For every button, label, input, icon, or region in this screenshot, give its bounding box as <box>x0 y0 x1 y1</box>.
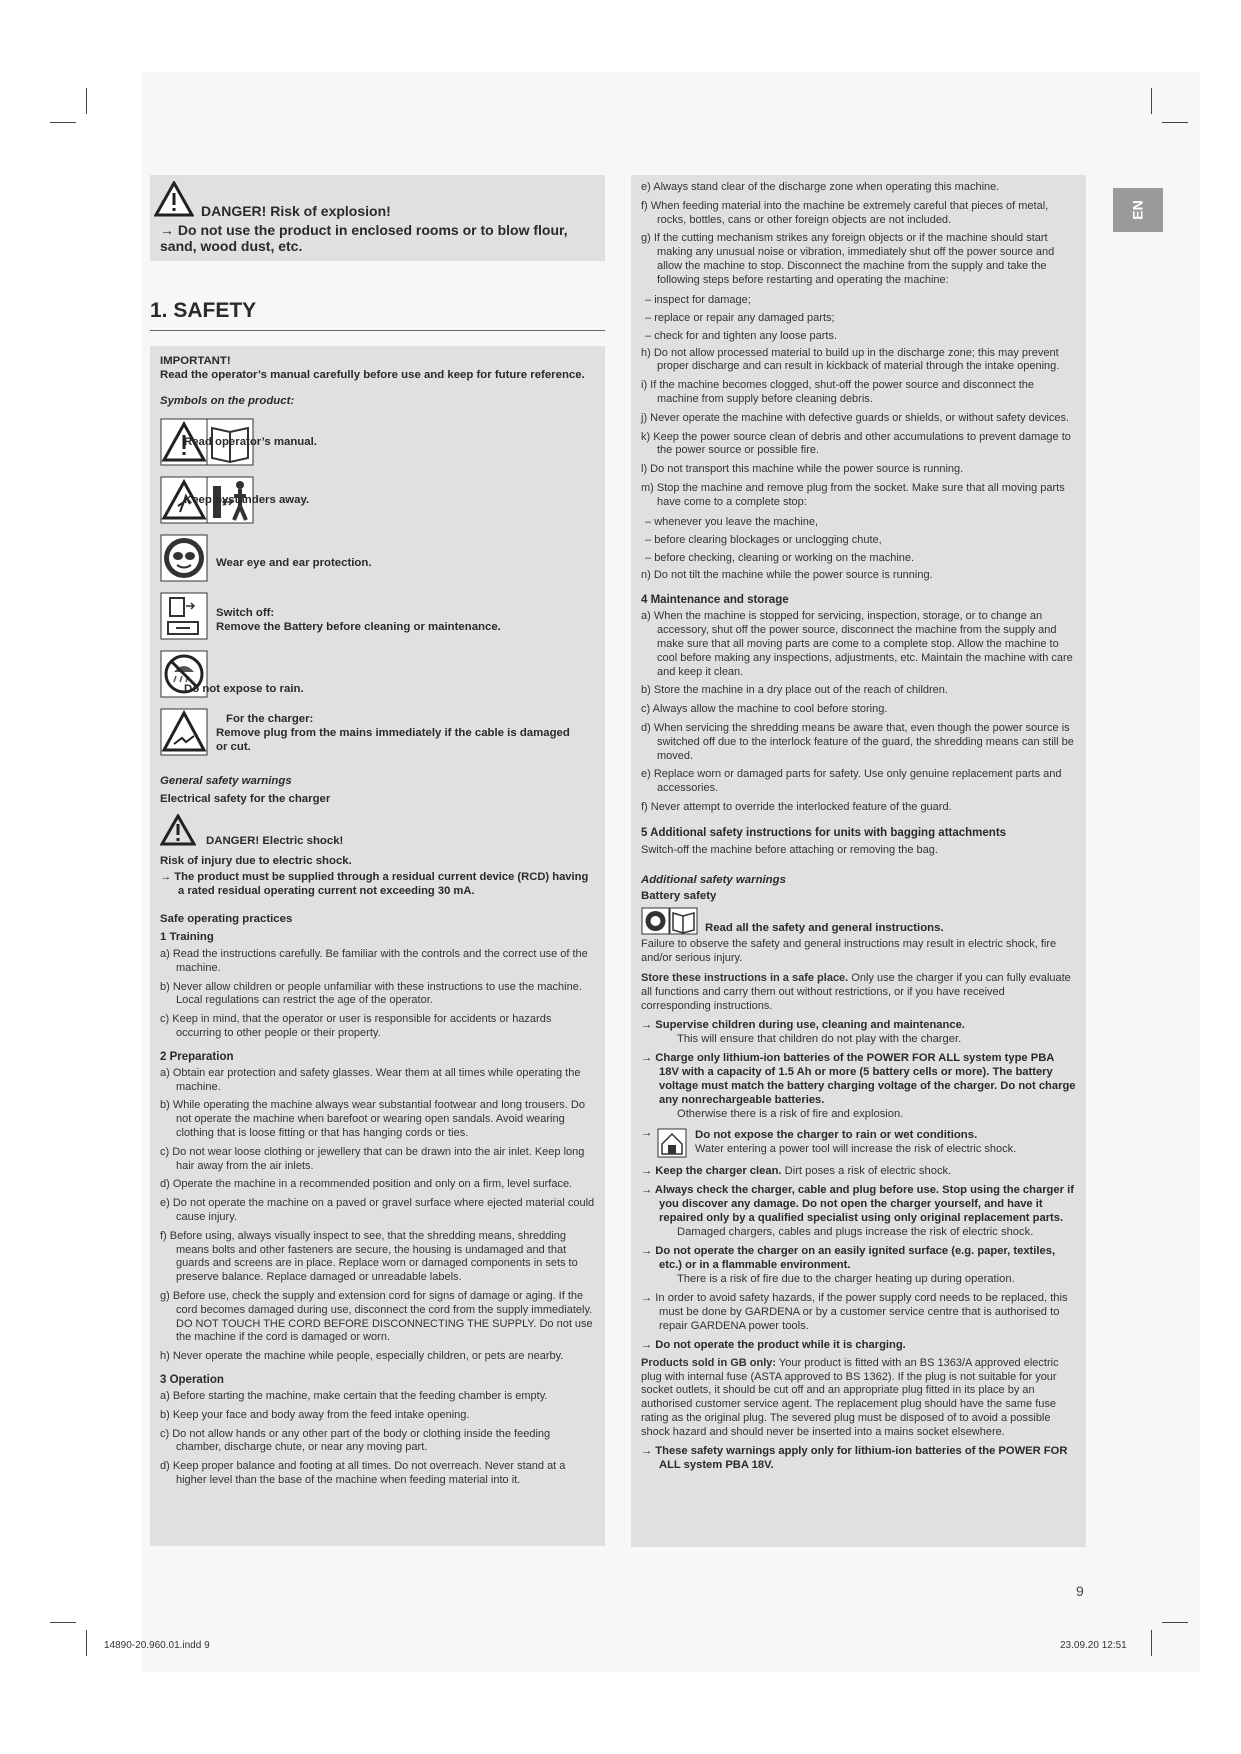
eye-ear-protection-icon <box>160 534 208 582</box>
explosion-danger-text: → Do not use the product in enclosed rooms or to blow flour, sand, wood dust, etc. <box>160 222 568 254</box>
important-text: Read the operator’s manual carefully before use and keep for future reference. <box>160 369 585 381</box>
general-safety-heading: General safety warnings <box>160 775 292 787</box>
list-item: f) Before using, always visually inspect to see, that the shredding means, shredding means bolts and other fasteners are secure, the housing is undamaged and that guards and screens are in place. Replace worn or damaged components in sets to preserve balance. Replace damaged or unreadable labels. <box>160 1229 578 1284</box>
list-item: b) Store the machine in a dry place out of the reach of children. <box>641 684 948 697</box>
dash-item: – replace or repair any damaged parts; <box>645 311 835 324</box>
list-item: l) Do not transport this machine while the power source is running. <box>641 463 964 476</box>
list-item: m) Stop the machine and remove plug from the socket. Make sure that all moving parts have come to a complete stop: <box>641 481 1065 508</box>
list-item: g) If the cutting mechanism strikes any foreign objects or if the machine should start making any unusual noise or vibration, immediately shut off the power source and allow the machine to stop. Disconnect the machine from the supply and take the following steps before restarting and operating the machine: <box>641 232 1055 286</box>
warning-triangle-icon <box>160 814 196 846</box>
dash-item: – check for and tighten any loose parts. <box>645 329 838 342</box>
list-item: f) When feeding material into the machine be extremely careful that pieces of metal, rocks, bottles, cans or other foreign objects are not included. <box>641 199 1049 226</box>
switch-off-icon <box>160 592 208 640</box>
operation-heading: 3 Operation <box>160 1373 224 1386</box>
list-item: j) Never operate the machine with defective guards or shields, or without safety devices. <box>641 411 1069 424</box>
dash-item: – inspect for damage; <box>645 293 751 306</box>
shock-risk: Risk of injury due to electric shock. <box>160 855 352 867</box>
gb-products-text: Products sold in GB only: Your product is fitted with an BS 1363/A approved electric plug with internal fuse (ASTA approved to BS 1362). If the plug is not suitable for your socket outlets, it should be cut off and an appropriate plug fitted in its place by an authorised customer service agent. The replacement plug should have the same fuse rating as the original plug. The severed plug must be disposed of to avoid a possible shock hazard and should never be inserted into a mains socket elsewhere. <box>641 1356 1059 1438</box>
list-item: k) Keep the power source clean of debris and other accumulations to prevent damage to the power source or possible fire. <box>641 430 1071 457</box>
arrow-item: → Always check the charger, cable and plug before use. Stop using the charger if you discover any damage. Do not open the charger yourself, and have it repaired only by a qualified specialist using only original replacement parts. Damaged chargers, cables and plugs increase the risk of electric shock. <box>641 1183 1074 1238</box>
list-item: h) Never operate the machine while people, especially children, or pets are nearby. <box>160 1350 564 1363</box>
shock-danger <box>160 814 595 850</box>
left-column <box>150 346 605 1546</box>
operation-list <box>160 1390 595 1488</box>
important-label: IMPORTANT! <box>160 355 231 367</box>
symbol-text: Do not expose to rain. <box>184 683 304 695</box>
list-item: c) Always allow the machine to cool before storing. <box>641 703 888 716</box>
list-item: b) While operating the machine always wear substantial footwear and long trousers. Do not operate the machine when barefoot or wearing open sandals. Avoid wearing clothing that is loose fitting or that has hanging cords or ties. <box>160 1099 585 1139</box>
crop-mark <box>1162 122 1188 123</box>
arrow-item: → Supervise children during use, cleaning and maintenance. This will ensure that children do not play with the charger. <box>641 1018 965 1045</box>
footer-date: 23.09.20 12:51 <box>1060 1640 1127 1651</box>
electrical-safety-heading: Electrical safety for the charger <box>160 793 331 805</box>
arrow-item: → Keep the charger clean. Dirt poses a risk of electric shock. <box>641 1164 952 1177</box>
symbol-switch-off <box>160 592 595 646</box>
warning-triangle-icon <box>154 181 194 217</box>
bagging-text: Switch-off the machine before attaching or removing the bag. <box>641 843 938 856</box>
list-item: a) Obtain ear protection and safety glasses. Wear them at all times while operating the machine. <box>160 1066 581 1093</box>
read-all-text: Read all the safety and general instructions. <box>705 921 944 934</box>
preparation-list <box>160 1067 595 1364</box>
language-tab: EN <box>1113 188 1163 232</box>
battery-safety-heading: Battery safety <box>641 889 717 902</box>
arrow-glyph: → <box>641 1126 653 1139</box>
list-item: a) When the machine is stopped for servicing, inspection, storage, or to change an accessory, shut off the power source, disconnect the machine from the supply and make sure that all moving parts are come to a complete stop. Allow the machine to cool before making any inspections, adjustments, etc. Maintain the machine with care and keep it clean. <box>641 610 1073 678</box>
bagging-heading: 5 Additional safety instructions for units with bagging attachments <box>641 826 1007 839</box>
explosion-danger-title: DANGER! Risk of explosion! <box>201 203 391 219</box>
right-column <box>631 175 1086 1547</box>
preparation-heading: 2 Preparation <box>160 1050 234 1063</box>
arrow-item: → Do not operate the product while it is charging. <box>641 1338 906 1351</box>
list-item: h) Do not allow processed material to build up in the discharge zone; this may prevent proper discharge and can result in kickback of material through the intake opening. <box>641 346 1060 373</box>
list-item: e) Do not operate the machine on a paved or gravel surface where ejected material could cause injury. <box>160 1197 595 1223</box>
crop-mark <box>86 1630 87 1656</box>
title-rule <box>150 330 605 331</box>
page-title: 1. SAFETY <box>150 299 257 322</box>
rain-warning <box>641 1126 1076 1162</box>
page-number: 9 <box>1076 1583 1084 1599</box>
list-item: a) Read the instructions carefully. Be familiar with the controls and the correct use of the machine. <box>160 948 588 974</box>
store-instructions: Store these instructions in a safe place. Only use the charger if you can fully evaluate all functions and carry them out without restrictions, or if you have received corresponding instructions. <box>641 971 1071 1012</box>
read-all-row <box>641 907 1076 937</box>
list-item: e) Replace worn or damaged parts for safety. Use only genuine replacement parts and accessories. <box>641 768 1062 795</box>
symbol-text: Read operator’s manual. <box>184 436 317 448</box>
failure-text: Failure to observe the safety and general instructions may result in electric shock, fire and/or serious injury. <box>641 937 1057 964</box>
crop-mark <box>86 88 87 114</box>
symbol-bystanders <box>160 476 595 530</box>
symbol-text: Switch off: <box>216 607 275 619</box>
shock-danger-title: DANGER! Electric shock! <box>206 835 344 847</box>
list-item: g) Before use, check the supply and extension cord for signs of damage or aging. If the cord becomes damaged during use, disconnect the cord from the supply immediately. DO NOT TOUCH THE CORD BEFORE DISCONNECTING THE SUPPLY. Do not use the machine if the cord is damaged or worn. <box>160 1289 593 1344</box>
footer-file: 14890-20.960.01.indd 9 <box>104 1640 210 1651</box>
symbol-text: Wear eye and ear protection. <box>216 557 372 569</box>
list-item: d) When servicing the shredding means be aware that, even though the power source is switched off due to the interlock feature of the guard, the shredding means can still be moved. <box>641 721 1074 762</box>
crop-mark <box>50 1622 76 1623</box>
list-item: d) Operate the machine in a recommended position and only on a firm, level surface. <box>160 1178 573 1191</box>
symbol-charger <box>160 708 595 766</box>
list-item: b) Never allow children or people unfamiliar with these instructions to use the machine. Local regulations can restrict the age of the operator. <box>160 980 582 1007</box>
list-item: c) Do not allow hands or any other part of the body or clothing inside the feeding chamber, discharge chute, or near any moving part. <box>160 1427 551 1454</box>
read-instructions-icon <box>641 907 699 935</box>
symbol-text: Keep bystanders away. <box>184 494 310 506</box>
crop-mark <box>1151 1630 1152 1656</box>
arrow-item: → These safety warnings apply only for lithium-ion batteries of the POWER FOR ALL system PBA 18V. <box>641 1445 1068 1472</box>
rain-warning-title: Do not expose the charger to rain or wet conditions. <box>695 1128 978 1141</box>
rain-warning-text: Water entering a power tool will increase the risk of electric shock. <box>695 1142 1017 1155</box>
list-item: b) Keep your face and body away from the feed intake opening. <box>160 1408 470 1421</box>
charger-warning-icon <box>160 708 208 756</box>
crop-mark <box>50 122 76 123</box>
arrow-item: → Charge only lithium-ion batteries of the POWER FOR ALL system type PBA 18V with a capacity of 1.5 Ah or more (5 battery cells or more). The battery voltage must match the battery charging voltage of the charger. Do not charge any nonrechargeable batteries. Otherwise there is a risk of fire and explosion. <box>641 1051 1076 1120</box>
symbol-text: Remove plug from the mains immediately if the cable is damaged or cut. <box>216 727 570 753</box>
symbols-heading: Symbols on the product: <box>160 395 295 407</box>
dash-item: – before checking, cleaning or working on the machine. <box>645 551 915 564</box>
list-item: c) Do not wear loose clothing or jewellery that can be drawn into the air inlet. Keep long hair away from the air inlets. <box>160 1145 585 1172</box>
arrow-item: → Do not operate the charger on an easily ignited surface (e.g. paper, textiles, etc.) or in a flammable environment. There is a risk of fire due to the charger heating up during operation. <box>641 1244 1056 1285</box>
crop-mark <box>1151 88 1152 114</box>
symbol-rain <box>160 650 595 704</box>
symbol-text: Remove the Battery before cleaning or maintenance. <box>216 621 501 633</box>
arrow-item: → In order to avoid safety hazards, if the power supply cord needs to be replaced, this must be done by GARDENA or by a customer service centre that is authorised to repair GARDENA power tools. <box>641 1291 1068 1332</box>
list-item: d) Keep proper balance and footing at all times. Do not overreach. Never stand at a higher level than the base of the machine when feeding material into it. <box>160 1460 566 1486</box>
dash-item: – before clearing blockages or unclogging chute, <box>645 533 882 546</box>
list-item: c) Keep in mind, that the operator or user is responsible for accidents or hazards occurring to other people or their property. <box>160 1013 552 1039</box>
list-item: e) Always stand clear of the discharge zone when operating this machine. <box>641 181 1000 193</box>
safe-practices-heading: Safe operating practices <box>160 913 293 925</box>
charger-rain-icon <box>657 1128 687 1158</box>
symbol-eye-ear <box>160 534 595 588</box>
symbol-read-manual <box>160 418 595 472</box>
training-list <box>160 948 595 1041</box>
training-heading: 1 Training <box>160 931 214 943</box>
dash-item: – whenever you leave the machine, <box>645 515 819 528</box>
additional-warnings-heading: Additional safety warnings <box>641 873 786 886</box>
list-item: i) If the machine becomes clogged, shut-off the power source and disconnect the machine from supply before cleaning debris. <box>641 379 1034 405</box>
list-item: f) Never attempt to override the interlocked feature of the guard. <box>641 800 952 813</box>
explosion-danger-box <box>150 175 605 261</box>
maintenance-heading: 4 Maintenance and storage <box>641 594 789 607</box>
shock-rcd: → The product must be supplied through a residual current device (RCD) having a rated residual operating current not exceeding 30 mA. <box>160 871 589 897</box>
symbol-text: For the charger: <box>226 713 314 725</box>
crop-mark <box>1162 1622 1188 1623</box>
list-item: n) Do not tilt the machine while the power source is running. <box>641 568 933 581</box>
list-item: a) Before starting the machine, make certain that the feeding chamber is empty. <box>160 1389 548 1402</box>
